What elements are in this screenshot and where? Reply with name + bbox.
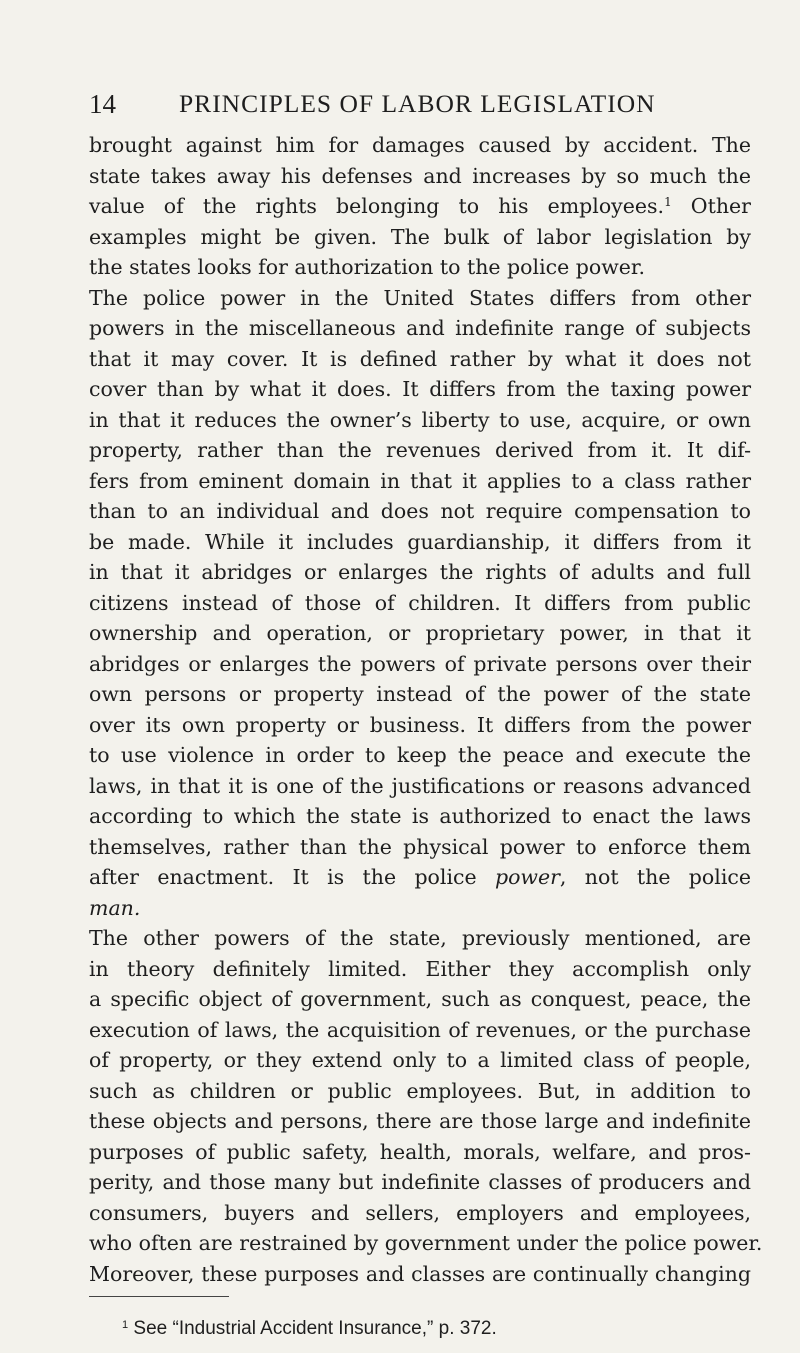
- text-line: ownership and operation, or proprietary power, in that it: [89, 621, 751, 645]
- text-line: cover than by what it does. It differs from the taxing power: [89, 377, 751, 401]
- text-line: examples might be given. The bulk of labor legislation by: [89, 224, 751, 249]
- text-line: that it may cover. It is defined rather by what it does not: [89, 346, 751, 371]
- text-line: Moreover, these purposes and classes are continually changing: [89, 1261, 751, 1286]
- text-line: over its own property or business. It differs from the power: [89, 712, 751, 737]
- text-line: be made. While it includes guardianship, it differs from it: [89, 529, 751, 554]
- text-line: citizens instead of those of children. It differs from public: [89, 590, 751, 615]
- text-line: consumers, buyers and sellers, employers and employees,: [89, 1200, 751, 1225]
- text-segment: value of the rights belonging to his employees.: [89, 194, 665, 218]
- footnote-divider: [89, 1296, 229, 1297]
- text-line: who often are restrained by government under the police power.: [89, 1231, 763, 1255]
- text-line: in that it reduces the owner’s liberty to use, acquire, or own: [89, 407, 751, 432]
- text-line: state takes away his defenses and increases by so much the: [89, 163, 751, 188]
- italic-word: power: [494, 865, 560, 889]
- text-line: [89, 191, 751, 222]
- page-number: 14: [89, 89, 116, 119]
- running-head: PRINCIPLES OF LABOR LEGISLATION: [179, 89, 656, 118]
- text-line: powers in the miscellaneous and indefinite range of subjects: [89, 316, 751, 340]
- footnote-text: See “Industrial Accident Insurance,” p. 372.: [133, 1318, 497, 1339]
- italic-word: man.: [89, 895, 141, 920]
- text-line: own persons or property instead of the power of the state: [89, 682, 751, 706]
- text-line: The other powers of the state, previously mentioned, are: [89, 926, 751, 950]
- text-line: in theory definitely limited. Either they accomplish only: [89, 956, 751, 981]
- text-line: The police power in the United States differs from other: [89, 285, 751, 310]
- body-text: [89, 130, 763, 1289]
- text-line: [89, 893, 751, 924]
- text-line: brought against him for damages caused by accident. The: [89, 133, 751, 157]
- text-segment: after enactment. It is the police: [89, 865, 495, 889]
- text-line: a specific object of government, such as conquest, peace, the: [89, 987, 751, 1011]
- text-line: execution of laws, the acquisition of revenues, or the purchase: [89, 1017, 751, 1042]
- text-line: these objects and persons, there are those large and indefinite: [89, 1109, 751, 1133]
- footnote-reference[interactable]: 1: [664, 195, 672, 209]
- text-line: fers from eminent domain in that it applies to a class rather: [89, 468, 751, 493]
- text-line: [89, 862, 751, 893]
- text-line: to use violence in order to keep the peace and execute the: [89, 743, 751, 767]
- text-line: abridges or enlarges the powers of private persons over their: [89, 651, 751, 676]
- text-segment: , not the police: [559, 865, 751, 889]
- text-line: according to which the state is authorized to enact the laws: [89, 804, 751, 828]
- text-line: themselves, rather than the physical power to enforce them: [89, 834, 751, 859]
- text-line: the states looks for authorization to the police power.: [89, 255, 645, 279]
- text-line: than to an individual and does not require compensation to: [89, 499, 751, 523]
- page-header: [89, 86, 749, 122]
- text-segment: Other: [671, 194, 751, 218]
- text-line: purposes of public safety, health, morals, welfare, and pros-: [89, 1139, 751, 1164]
- text-line: laws, in that it is one of the justifications or reasons advanced: [89, 773, 751, 798]
- text-line: of property, or they extend only to a limited class of people,: [89, 1048, 751, 1072]
- text-line: perity, and those many but indefinite classes of producers and: [89, 1170, 751, 1194]
- footnote: [122, 1318, 497, 1340]
- text-line: property, rather than the revenues derived from it. It dif-: [89, 438, 751, 462]
- text-line: in that it abridges or enlarges the rights of adults and full: [89, 560, 751, 584]
- footnote-marker: 1: [122, 1319, 129, 1331]
- text-line: such as children or public employees. But, in addition to: [89, 1078, 751, 1103]
